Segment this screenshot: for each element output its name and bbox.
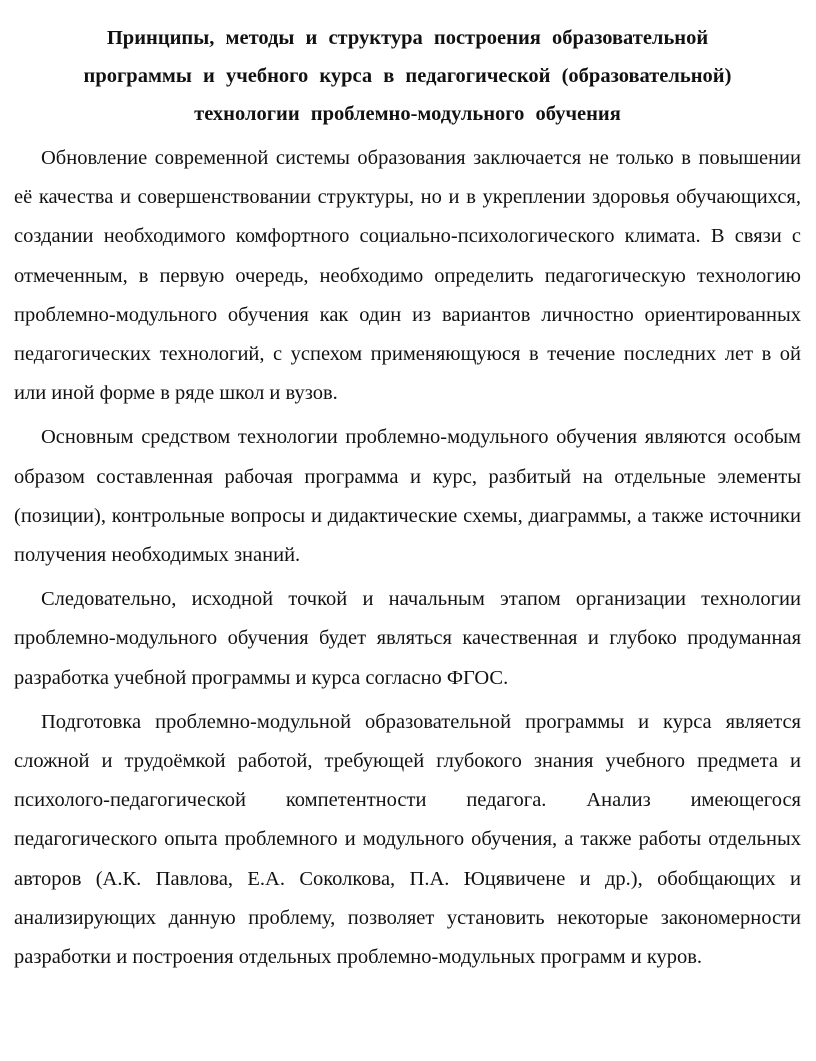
paragraph-4: Подготовка проблемно-модульной образовательной программы и курса является сложной и трудоёмкой работой, требующей глубокого знания учебного предмета и психолого-педагогической компетентности педагога. Анализ имеющегося педагогического опыта проблемного и модульного обучения, а также работы отдельных авторов (А.К. Павлова, Е.А. Соколкова, П.А. Юцявичене и др.), обобщающих и анализирующих данную проблему, позволяет установить некоторые закономерности разработки и построения отдельных проблемно-модульных программ и куров. xyxy=(14,710,801,969)
paragraph-1: Обновление современной системы образования заключается не только в повышении её качества и совершенствовании структуры, но и в укреплении здоровья обучающихся, создании необходимого комфортного социально-психологического климата. В связи с отмеченным, в первую очередь, необходимо определить педагогическую технологию проблемно-модульного обучения как один из вариантов личностно ориентированных педагогических технологий, с успехом применяющуюся в течение последних лет в ой или иной форме в ряде школ и вузов. xyxy=(14,147,801,405)
paragraph-2: Основным средством технологии проблемно-модульного обучения являются особым образом составленная рабочая программа и курс, разбитый на отдельные элементы (позиции), контрольные вопросы и дидактические схемы, диаграммы, а также источники получения необходимых знаний. xyxy=(14,426,801,567)
paragraph-3: Следовательно, исходной точкой и начальным этапом организации технологии проблемно-модульного обучения будет являться качественная и глубоко продуманная разработка учебной программы и курса согласно ФГОС. xyxy=(14,588,801,689)
title-line-1: Принципы, методы и структура построения образовательной xyxy=(106,27,709,49)
title-line-2: программы и учебного курса в педагогической (образовательной) xyxy=(83,65,732,87)
document-title xyxy=(14,19,801,133)
title-line-3: технологии проблемно-модульного обучения xyxy=(194,103,621,125)
